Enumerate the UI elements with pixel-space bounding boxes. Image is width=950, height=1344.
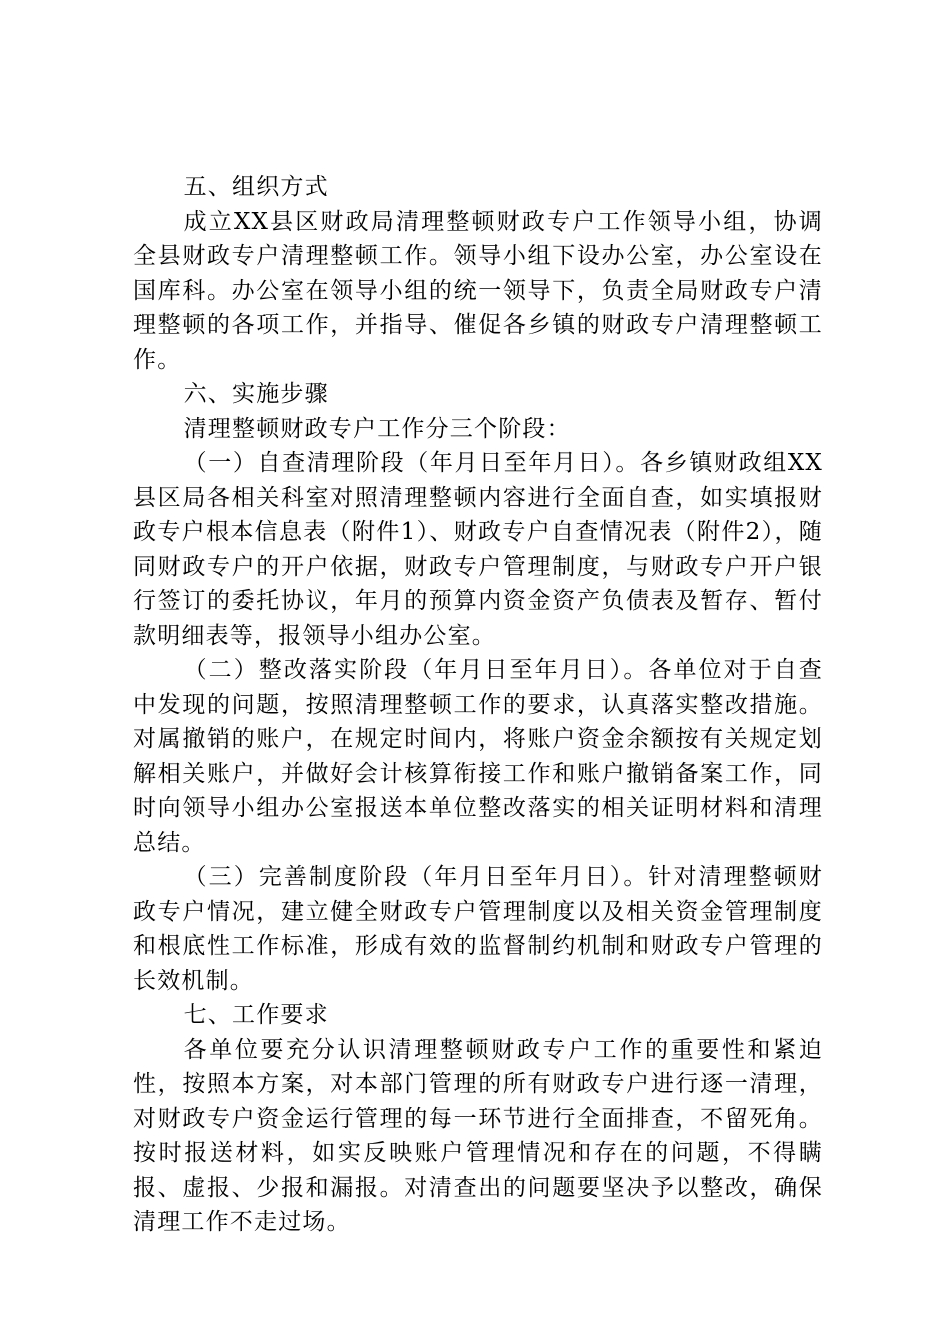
paragraph-requirements: 各单位要充分认识清理整顿财政专户工作的重要性和紧迫性，按照本方案，对本部门管理的所有财政专户进行逐一清理，对财政专户资金运行管理的每一环节进行全面排查，不留死角。按时报送材料，如实反映账户管理情况和存在的问题，不得瞒报、虚报、少报和漏报。对清查出的问题要坚决予以整改，确保清理工作不走过场。 xyxy=(133,1036,823,1235)
paragraph-stage-3: （三）完善制度阶段（年月日至年月日）。针对清理整顿财政专户情况，建立健全财政专户管理制度以及相关资金管理制度和根底性工作标准，形成有效的监督制约机制和财政专户管理的长效机制。 xyxy=(133,864,823,994)
section-heading-steps: 六、实施步骤 xyxy=(183,381,329,407)
section-heading-organization: 五、组织方式 xyxy=(183,174,329,200)
paragraph-steps-intro: 清理整顿财政专户工作分三个阶段： xyxy=(183,415,571,442)
document-body xyxy=(133,170,823,1240)
paragraph-stage-2: （二）整改落实阶段（年月日至年月日）。各单位对于自查中发现的问题，按照清理整顿工作的要求，认真落实整改措施。对属撤销的账户，在规定时间内，将账户资金余额按有关规定划解相关账户，并做好会计核算衔接工作和账户撤销备案工作，同时向领导小组办公室报送本单位整改落实的相关证明材料和清理总结。 xyxy=(133,657,823,856)
paragraph-stage-1: （一）自查清理阶段（年月日至年月日）。各乡镇财政组XX县区局各相关科室对照清理整顿内容进行全面自查，如实填报财政专户根本信息表（附件1）、财政专户自查情况表（附件2），随同财政专户的开户依据，财政专户管理制度，与财政专户开户银行签订的委托协议，年月的预算内资金资产负债表及暂存、暂付款明细表等，报领导小组办公室。 xyxy=(133,450,823,649)
paragraph-organization: 成立XX县区财政局清理整顿财政专户工作领导小组，协调全县财政专户清理整顿工作。领导小组下设办公室，办公室设在国库科。办公室在领导小组的统一领导下，负责全局财政专户清理整顿的各项工作，并指导、催促各乡镇的财政专户清理整顿工作。 xyxy=(133,208,823,373)
section-heading-requirements: 七、工作要求 xyxy=(183,1002,329,1028)
